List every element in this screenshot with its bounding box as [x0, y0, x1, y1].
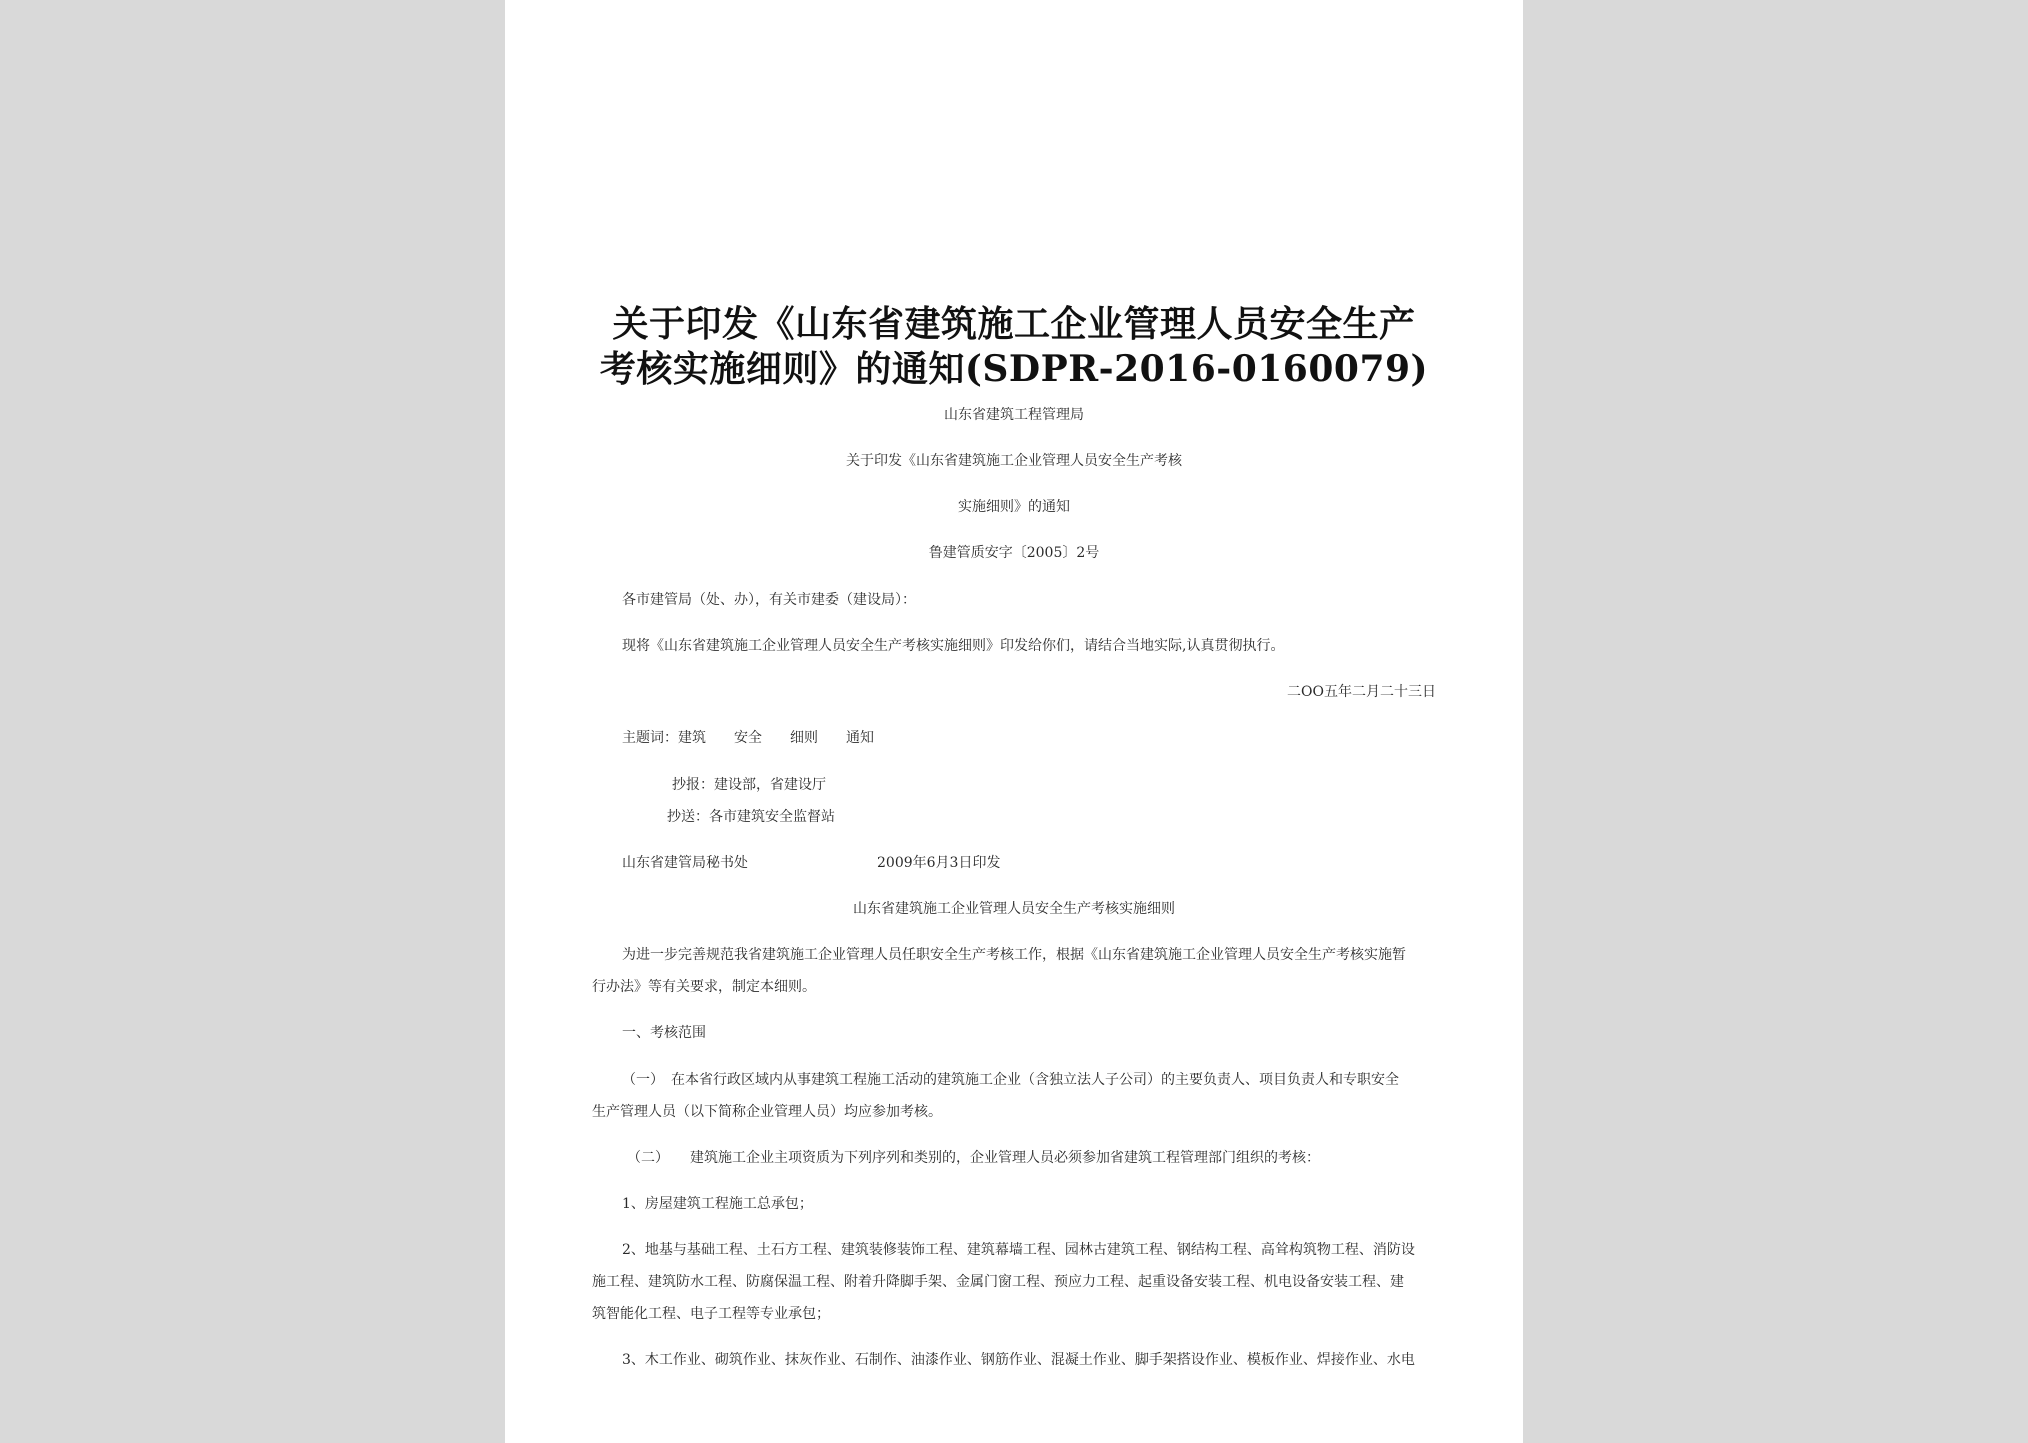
report-to: 抄报：建设部，省建设厅 — [672, 777, 826, 793]
item1-line2: 生产管理人员（以下简称企业管理人员）均应参加考核。 — [592, 1104, 942, 1120]
document-page — [505, 0, 1523, 1443]
document-title-line1: 关于印发《山东省建筑施工企业管理人员安全生产 — [612, 303, 1416, 345]
sub-item3: 3、木工作业、砌筑作业、抹灰作业、石制作、油漆作业、钢筋作业、混凝土作业、脚手架搭设作业、模板作业、焊接作业、水电 — [622, 1352, 1415, 1368]
office: 山东省建管局秘书处 — [622, 855, 748, 871]
subtitle-line1: 关于印发《山东省建筑施工企业管理人员安全生产考核 — [846, 453, 1182, 469]
copy-to: 抄送：各市建筑安全监督站 — [667, 809, 835, 825]
issue-date: 二OO五年二月二十三日 — [1287, 684, 1436, 700]
item1-line1: （一） 在本省行政区域内从事建筑工程施工活动的建筑施工企业（含独立法人子公司）的主要负责人、项目负责人和专职安全 — [622, 1072, 1399, 1088]
section-heading: 一、考核范围 — [622, 1025, 706, 1041]
print-date: 2009年6月3日印发 — [877, 855, 1001, 871]
purpose-line2: 行办法》等有关要求，制定本细则。 — [592, 979, 816, 995]
document-number: 鲁建管质安字〔2005〕2号 — [928, 545, 1100, 561]
keywords: 主题词：建筑 安全 细则 通知 — [622, 730, 874, 746]
subtitle-line2: 实施细则》的通知 — [958, 499, 1070, 515]
sub-item2-line2: 施工程、建筑防水工程、防腐保温工程、附着升降脚手架、金属门窗工程、预应力工程、起重设备安装工程、机电设备安装工程、建 — [592, 1274, 1404, 1290]
addressee: 各市建管局（处、办），有关市建委（建设局）： — [622, 592, 916, 608]
intro-paragraph: 现将《山东省建筑施工企业管理人员安全生产考核实施细则》印发给你们，请结合当地实际,认真贯彻执行。 — [622, 638, 1285, 654]
document-title-line2: 考核实施细则》的通知(SDPR-2016-0160079) — [599, 348, 1429, 390]
sub-item2-line3: 筑智能化工程、电子工程等专业承包； — [592, 1306, 830, 1322]
purpose-line1: 为进一步完善规范我省建筑施工企业管理人员任职安全生产考核工作，根据《山东省建筑施工企业管理人员安全生产考核实施暂 — [622, 947, 1406, 963]
item2: （二） 建筑施工企业主项资质为下列序列和类别的，企业管理人员必须参加省建筑工程管理部门组织的考核： — [627, 1150, 1320, 1166]
sub-item2-line1: 2、地基与基础工程、土石方工程、建筑装修装饰工程、建筑幕墙工程、园林古建筑工程、钢结构工程、高耸构筑物工程、消防设 — [622, 1242, 1415, 1258]
sub-item1: 1、房屋建筑工程施工总承包； — [622, 1196, 813, 1212]
rules-title: 山东省建筑施工企业管理人员安全生产考核实施细则 — [853, 901, 1175, 917]
issuer: 山东省建筑工程管理局 — [944, 407, 1084, 423]
